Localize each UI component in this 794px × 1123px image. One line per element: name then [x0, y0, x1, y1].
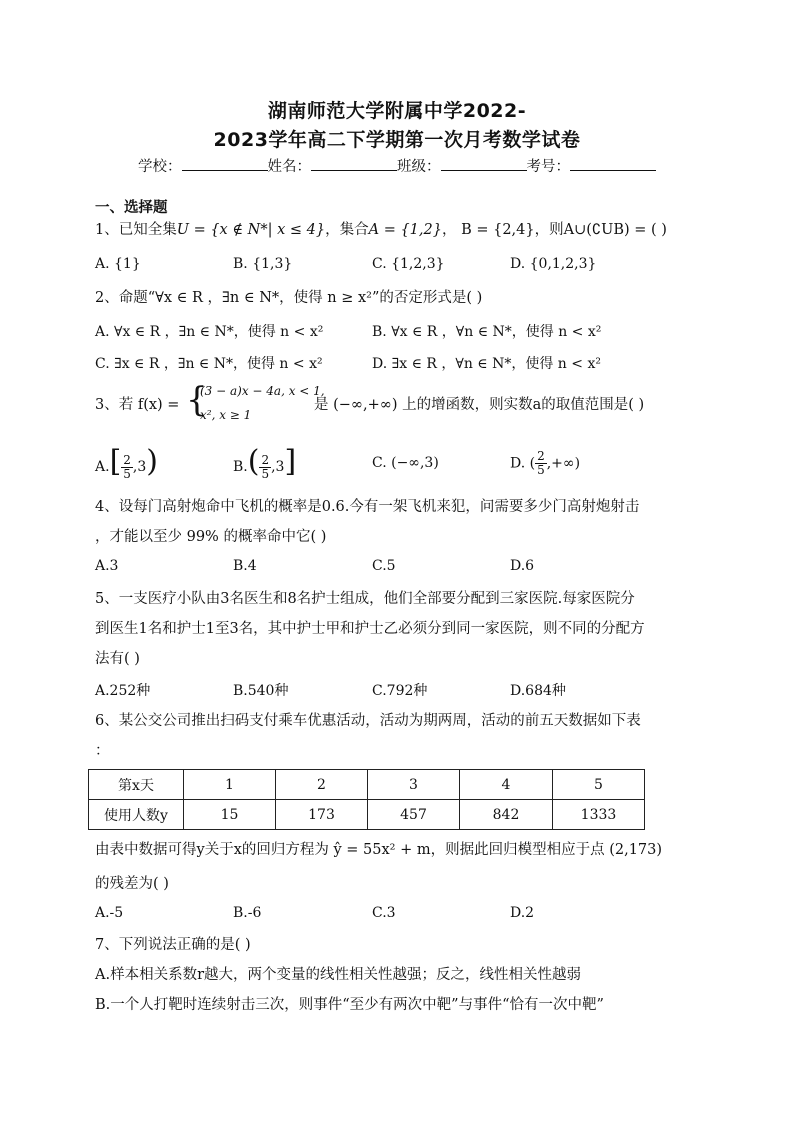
q1-option-b: B. {1,3} — [233, 256, 293, 272]
q1-option-d: D. {0,1,2,3} — [510, 256, 597, 272]
q3-piece-2: x², x ≥ 1 — [200, 408, 252, 422]
q1-text-c: ，则 — [534, 222, 564, 238]
q6-option-a: A.-5 — [95, 905, 124, 921]
number-label: 考号： — [526, 159, 570, 175]
table-header-cell: 使用人数y — [89, 800, 184, 830]
q3-option-a-tail: ,3 — [132, 459, 147, 475]
q3-option-b-tail: ,3 — [271, 459, 285, 475]
exam-title-line1: 湖南师范大学附属中学2022- — [267, 100, 527, 122]
student-info-line — [0, 155, 794, 176]
question-1-stem — [95, 220, 667, 240]
table-cell: 457 — [368, 800, 460, 830]
q3-option-a-prefix: A. — [95, 459, 110, 475]
data-table — [88, 769, 645, 830]
q1-expression: A∪(∁UB) = ( ) — [563, 222, 667, 238]
class-blank[interactable] — [441, 156, 527, 171]
q3-option-c: C. (−∞,3) — [372, 455, 439, 471]
q3-brace: { — [186, 380, 208, 420]
q3-option-b-bracket: ] — [284, 444, 297, 479]
q2-option-d: D. ∃x ∈ R ，∀n ∈ N*，使得 n < x² — [372, 356, 601, 372]
table-cell: 4 — [460, 770, 553, 800]
q7-option-a: A.样本相关系数r越大，两个变量的线性相关性越强；反之，线性相关性越弱 — [95, 967, 582, 983]
question-7-stem: 7、下列说法正确的是( ) — [95, 937, 251, 953]
table-cell: 173 — [276, 800, 368, 830]
q3-option-b-prefix: B. — [233, 459, 248, 475]
question-5-line3: 法有( ) — [95, 651, 140, 667]
frac-numerator: 2 — [537, 449, 545, 463]
question-6-line4: 的残差为( ) — [95, 876, 169, 892]
q6-option-c: C.3 — [372, 905, 396, 921]
q5-option-a: A.252种 — [95, 683, 151, 699]
q5-option-c: C.792种 — [372, 683, 428, 699]
frac-numerator: 2 — [261, 452, 270, 467]
number-blank[interactable] — [570, 156, 656, 171]
frac-numerator: 2 — [123, 452, 131, 467]
table-cell: 1 — [184, 770, 276, 800]
q2-option-c: C. ∃x ∈ R ，∃n ∈ N*，使得 n < x² — [95, 356, 323, 372]
q7-option-b: B.一个人打靶时连续射击三次，则事件“至少有两次中靶”与事件“恰有一次中靶” — [95, 997, 604, 1013]
q3-option-d — [510, 450, 580, 477]
question-5-line2: 到医生1名和护士1至3名，其中护士甲和护士乙必须分到同一家医院，则不同的分配方 — [95, 621, 645, 637]
q1-option-a: A. {1} — [95, 256, 141, 272]
q3-option-b — [233, 444, 297, 481]
q1-set-a: A = {1,2} — [368, 222, 442, 238]
question-2-stem: 2、命题“∀x ∈ R ，∃n ∈ N*，使得 n ≥ x²”的否定形式是( ) — [95, 290, 483, 306]
table-cell: 3 — [368, 770, 460, 800]
q4-option-c: C.5 — [372, 558, 396, 574]
q3-option-d-fraction — [535, 450, 547, 477]
table-row — [89, 800, 645, 830]
q3-option-d-prefix: D. ( — [510, 455, 536, 472]
question-5-line1: 5、一支医疗小队由3名医生和8名护士组成，他们全部要分配到三家医院.每家医院分 — [95, 591, 635, 607]
frac-denominator: 5 — [261, 466, 270, 481]
q4-option-d: D.6 — [510, 558, 535, 574]
name-blank[interactable] — [311, 156, 397, 171]
frac-denominator: 5 — [537, 463, 545, 477]
q1-option-c: C. {1,2,3} — [372, 256, 445, 272]
school-label: 学校： — [138, 159, 182, 175]
q6-option-d: D.2 — [510, 905, 535, 921]
q5-option-b: B.540种 — [233, 683, 289, 699]
q3-text-prefix: 3、若 f(x) = — [95, 397, 180, 413]
q4-option-a: A.3 — [95, 558, 119, 574]
class-label: 班级： — [397, 159, 441, 175]
q1-text-b: ，集合 — [325, 222, 369, 238]
question-6-line1: 6、某公交公司推出扫码支付乘车优惠活动，活动为期两周，活动的前五天数据如下表 — [95, 713, 641, 729]
q3-option-a — [95, 444, 158, 481]
q3-option-b-fraction — [259, 454, 271, 481]
q2-option-b: B. ∀x ∈ R ，∀n ∈ N*，使得 n < x² — [372, 324, 602, 340]
q4-option-b: B.4 — [233, 558, 257, 574]
name-label: 姓名： — [267, 159, 311, 175]
q3-option-d-tail: ,+∞) — [546, 455, 581, 472]
q3-option-b-paren: ( — [247, 444, 260, 479]
table-cell: 842 — [460, 800, 553, 830]
q3-option-a-paren: ) — [146, 444, 158, 479]
question-6-line3: 由表中数据可得y关于x的回归方程为 ŷ = 55x² + m，则据此回归模型相应于点 (2,173) — [95, 842, 663, 858]
question-6-line2: ： — [95, 743, 110, 759]
q3-option-a-fraction — [121, 454, 133, 481]
table-header-cell: 第x天 — [89, 770, 184, 800]
q2-option-a: A. ∀x ∈ R ，∃n ∈ N*，使得 n < x² — [95, 324, 324, 340]
table-row — [89, 770, 645, 800]
question-4-line1: 4、设每门高射炮命中飞机的概率是0.6.今有一架飞机来犯，问需要多少门高射炮射击 — [95, 499, 640, 515]
q1-text-a: 1、已知全集 — [95, 222, 177, 238]
table-cell: 1333 — [553, 800, 645, 830]
table-cell: 2 — [276, 770, 368, 800]
school-blank[interactable] — [182, 156, 268, 171]
frac-denominator: 5 — [123, 466, 131, 481]
q1-set-u: U = {x ∉ N*| x ≤ 4} — [176, 222, 326, 238]
q6-option-b: B.-6 — [233, 905, 262, 921]
exam-title-line2: 2023学年高二下学期第一次月考数学试卷 — [213, 129, 581, 151]
section-heading: 一、选择题 — [95, 200, 168, 216]
q3-text-suffix: 是 (−∞,+∞) 上的增函数，则实数a的取值范围是( ) — [314, 397, 645, 413]
q3-option-a-bracket: [ — [109, 444, 122, 479]
table-cell: 15 — [184, 800, 276, 830]
table-cell: 5 — [553, 770, 645, 800]
q3-piece-1: (3 − a)x − 4a, x < 1, — [200, 384, 325, 398]
q1-set-b: ， B = {2,4} — [441, 222, 535, 238]
q5-option-d: D.684种 — [510, 683, 566, 699]
question-4-line2: ，才能以至少 99% 的概率命中它( ) — [95, 529, 327, 545]
